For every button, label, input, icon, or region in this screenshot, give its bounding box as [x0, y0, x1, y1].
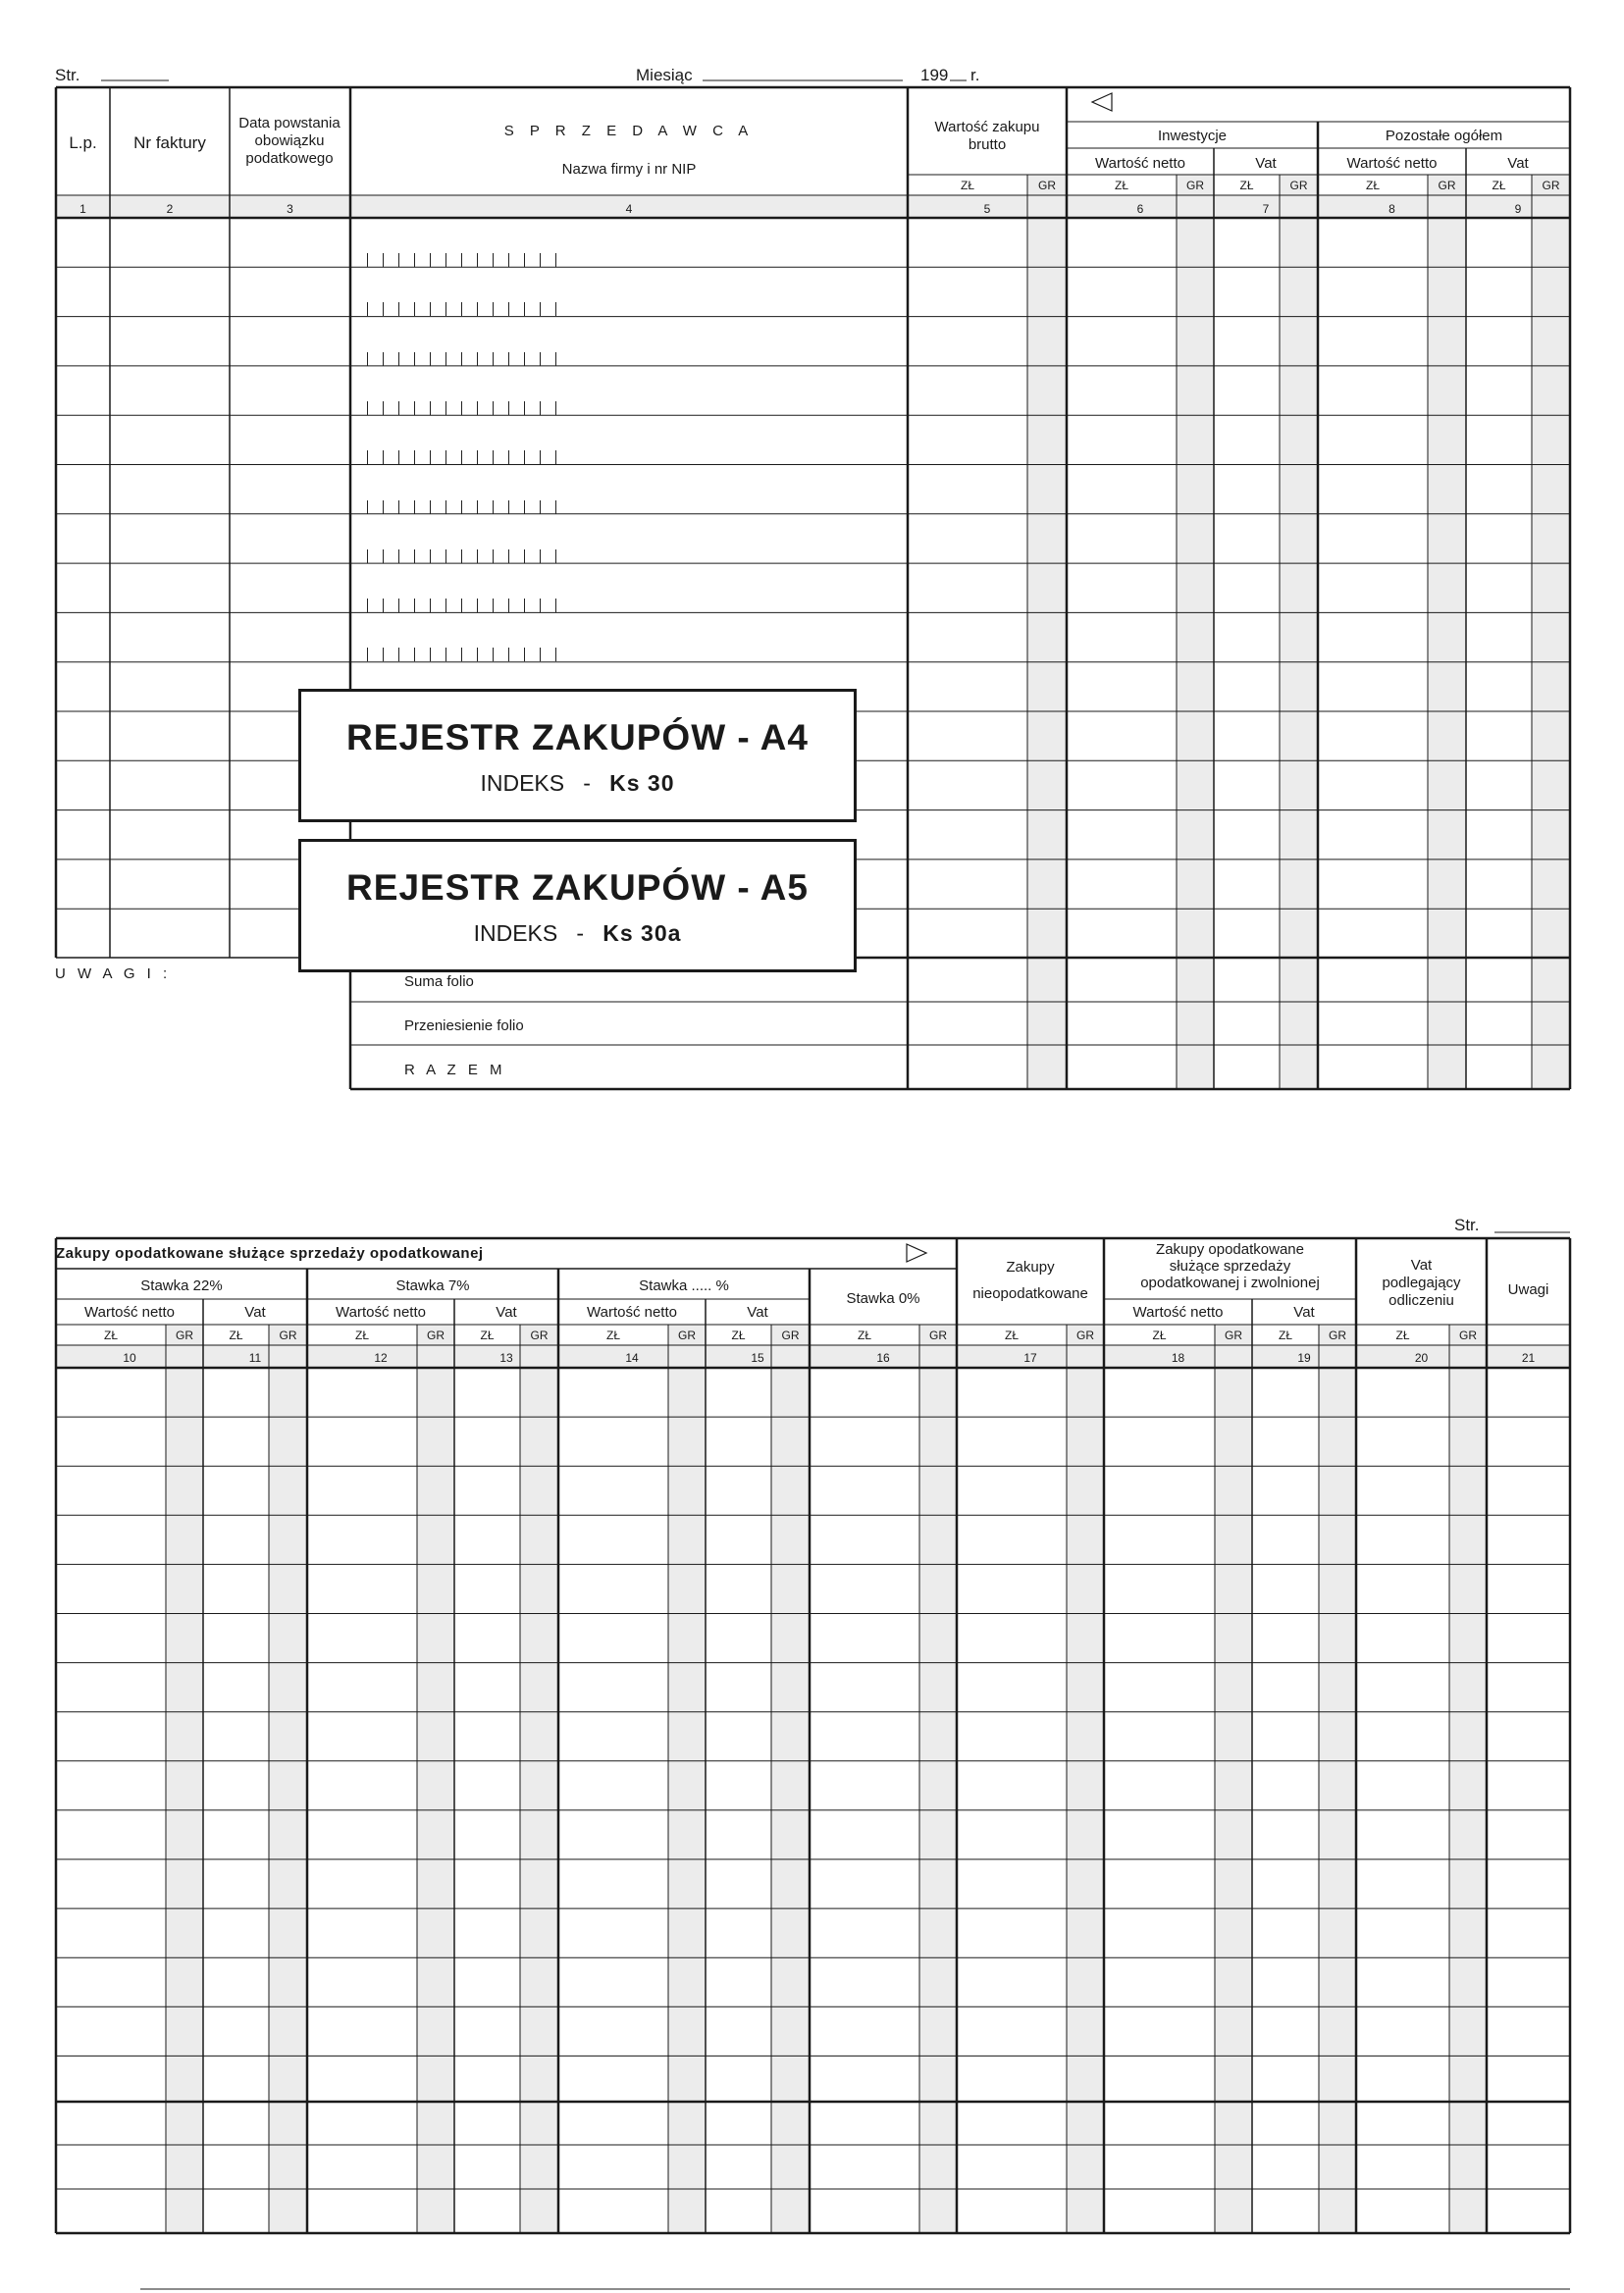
gr-label: GR	[781, 1329, 800, 1342]
gr-label: GR	[1076, 1329, 1094, 1342]
nip-tick	[367, 352, 368, 366]
top-year-suffix: r.	[970, 66, 980, 84]
nip-tick	[540, 648, 541, 661]
col-number: 20	[1414, 1351, 1429, 1365]
poz-netto-header: Wartość netto	[1346, 155, 1438, 172]
index-value: Ks 30	[609, 770, 675, 796]
zl-label: ZŁ	[960, 179, 974, 192]
nip-tick	[383, 352, 384, 366]
s7-netto: Wartość netto	[336, 1304, 426, 1321]
nip-tick	[367, 500, 368, 514]
nip-tick	[555, 253, 556, 267]
nip-tick	[367, 549, 368, 563]
inw-netto-header: Wartość netto	[1095, 155, 1185, 172]
nip-tick	[493, 599, 494, 612]
sx-netto: Wartość netto	[587, 1304, 677, 1321]
col-number: 3	[287, 202, 293, 216]
gr-label: GR	[1542, 179, 1560, 192]
nip-tick	[555, 648, 556, 661]
op-netto: Wartość netto	[1132, 1304, 1224, 1321]
nip-tick	[555, 450, 556, 464]
nip-tick	[461, 500, 462, 514]
nip-tick	[524, 302, 525, 316]
nip-tick	[430, 648, 431, 661]
nip-tick	[445, 599, 446, 612]
col-number: 19	[1297, 1351, 1311, 1365]
nip-tick	[367, 302, 368, 316]
gr-column-shade	[668, 1368, 706, 2233]
nip-tick	[493, 648, 494, 661]
zakupy-nieop-line1: Zakupy	[1006, 1259, 1055, 1276]
nip-tick	[508, 648, 509, 661]
vat-podl-line3: odliczeniu	[1388, 1292, 1454, 1309]
nip-tick	[430, 302, 431, 316]
nip-tick	[398, 599, 399, 612]
zl-label: ZŁ	[1114, 179, 1128, 192]
nip-tick	[540, 302, 541, 316]
title-a5: REJESTR ZAKUPÓW - A5	[346, 867, 809, 908]
inw-vat-header: Vat	[1255, 155, 1277, 172]
nip-tick	[367, 401, 368, 415]
nip-tick	[493, 302, 494, 316]
nip-tick	[445, 549, 446, 563]
vat-podl-line2: podlegający	[1382, 1275, 1461, 1291]
nip-tick	[493, 401, 494, 415]
nip-tick	[508, 352, 509, 366]
nip-tick	[461, 599, 462, 612]
nip-tick	[555, 401, 556, 415]
nip-tick	[367, 648, 368, 661]
nip-tick	[540, 253, 541, 267]
stawka0-header: Stawka 0%	[846, 1290, 920, 1307]
stawka7-header: Stawka 7%	[395, 1277, 470, 1294]
col-number: 9	[1514, 202, 1522, 216]
nip-tick	[430, 500, 431, 514]
index-dash: -	[583, 770, 591, 796]
gr-column-shade	[1067, 1368, 1104, 2233]
gr-label: GR	[427, 1329, 445, 1342]
col-number: 18	[1171, 1351, 1185, 1365]
nip-tick	[430, 352, 431, 366]
gr-column-shade	[520, 1368, 558, 2233]
gr-label: GR	[530, 1329, 549, 1342]
gr-label: GR	[678, 1329, 696, 1342]
col-number: 14	[625, 1351, 639, 1365]
nip-tick	[477, 500, 478, 514]
nip-tick	[477, 401, 478, 415]
nip-tick	[477, 302, 478, 316]
nip-tick	[477, 648, 478, 661]
nip-tick	[540, 500, 541, 514]
gr-column-shade	[771, 1368, 810, 2233]
col-number: 1	[79, 202, 86, 216]
section-title: Zakupy opodatkowane służące sprzedaży opodatkowanej	[56, 1245, 484, 1262]
gr-column-shade	[269, 1368, 307, 2233]
col-number: 7	[1262, 202, 1270, 216]
gr-label: GR	[929, 1329, 947, 1342]
nip-tick	[524, 549, 525, 563]
zl-label: ZŁ	[480, 1329, 495, 1342]
nip-tick	[445, 450, 446, 464]
poz-vat-header: Vat	[1507, 155, 1529, 172]
col-number: 17	[1023, 1351, 1037, 1365]
nip-tick	[445, 302, 446, 316]
nip-tick	[414, 352, 415, 366]
nip-tick	[493, 450, 494, 464]
zl-label: ZŁ	[731, 1329, 746, 1342]
nip-tick	[414, 549, 415, 563]
col-number: 11	[248, 1351, 262, 1365]
nip-tick	[430, 549, 431, 563]
col-data-line2: obowiązku	[254, 132, 325, 149]
gr-label: GR	[1038, 179, 1056, 192]
nip-tick	[540, 401, 541, 415]
gr-label: GR	[176, 1329, 193, 1342]
top-str-label: Str.	[55, 66, 80, 84]
stawka22-header: Stawka 22%	[140, 1277, 223, 1294]
nip-tick	[414, 401, 415, 415]
top-miesiac-label: Miesiąc	[636, 66, 693, 84]
bottom-str-label: Str.	[1454, 1216, 1480, 1234]
nip-tick	[430, 401, 431, 415]
nip-tick	[398, 500, 399, 514]
uwagi-label: U W A G I :	[55, 965, 172, 982]
nip-tick	[398, 549, 399, 563]
index-label: INDEKS	[480, 770, 565, 796]
zl-label: ZŁ	[1365, 179, 1380, 192]
gr-column-shade	[166, 1368, 203, 2233]
gr-label: GR	[1329, 1329, 1346, 1342]
nip-tick	[477, 352, 478, 366]
nip-tick	[414, 500, 415, 514]
title-box-a4	[298, 689, 857, 822]
zl-label: ZŁ	[229, 1329, 243, 1342]
nip-tick	[555, 549, 556, 563]
nip-tick	[414, 253, 415, 267]
nip-tick	[398, 648, 399, 661]
index-value: Ks 30a	[602, 920, 682, 946]
s22-netto: Wartość netto	[84, 1304, 175, 1321]
nip-tick	[414, 450, 415, 464]
nip-tick	[445, 352, 446, 366]
nip-tick	[524, 401, 525, 415]
zl-label: ZŁ	[857, 1329, 871, 1342]
nip-tick	[540, 450, 541, 464]
zakupy-op-line3: opodatkowanej i zwolnionej	[1140, 1275, 1320, 1291]
gr-label: GR	[1186, 179, 1204, 192]
nip-tick	[493, 253, 494, 267]
col-number: 6	[1136, 202, 1144, 216]
zl-label: ZŁ	[1395, 1329, 1410, 1342]
nip-tick	[508, 549, 509, 563]
nip-tick	[398, 401, 399, 415]
col-wartosc-line1: Wartość zakupu	[934, 119, 1040, 135]
top-year-label: 199	[920, 66, 949, 84]
nip-tick	[461, 302, 462, 316]
index-a5	[301, 920, 854, 947]
nip-tick	[555, 352, 556, 366]
vat-podl-line1: Vat	[1410, 1257, 1433, 1274]
nip-tick	[383, 401, 384, 415]
nip-tick	[383, 599, 384, 612]
op-vat: Vat	[1293, 1304, 1315, 1321]
col-number: 2	[166, 202, 174, 216]
s7-vat: Vat	[496, 1304, 517, 1321]
nip-tick	[430, 450, 431, 464]
gr-column-shade	[1319, 1368, 1356, 2233]
col-wartosc-line2: brutto	[968, 136, 1007, 153]
gr-label: GR	[1289, 179, 1308, 192]
col-sprzedawca-header: S P R Z E D A W C A	[503, 123, 755, 139]
nip-tick	[555, 302, 556, 316]
zakupy-op-line2: służące sprzedaży	[1169, 1258, 1291, 1275]
col-number: 21	[1521, 1351, 1536, 1365]
nip-tick	[540, 549, 541, 563]
col-number: 12	[374, 1351, 388, 1365]
nip-tick	[367, 253, 368, 267]
nip-tick	[461, 253, 462, 267]
col-data-line3: podatkowego	[245, 150, 334, 167]
sx-vat: Vat	[747, 1304, 768, 1321]
zl-label: ZŁ	[1239, 179, 1254, 192]
nip-tick	[524, 253, 525, 267]
title-a4: REJESTR ZAKUPÓW - A4	[346, 717, 809, 757]
nip-tick	[461, 401, 462, 415]
nip-tick	[555, 500, 556, 514]
nip-tick	[524, 599, 525, 612]
col-number: 4	[625, 202, 633, 216]
uwagi-header: Uwagi	[1507, 1281, 1549, 1298]
triangle-left-icon	[1092, 93, 1112, 111]
gr-label: GR	[1438, 179, 1456, 192]
nip-tick	[445, 500, 446, 514]
zakupy-nieop-line2: nieopodatkowane	[972, 1285, 1088, 1302]
gr-label: GR	[1225, 1329, 1242, 1342]
nip-tick	[555, 599, 556, 612]
nip-tick	[445, 401, 446, 415]
razem-label: R A Z E M	[404, 1062, 506, 1078]
nip-tick	[508, 401, 509, 415]
index-a4	[301, 770, 854, 797]
gr-column-shade	[1449, 1368, 1487, 2233]
col-inwestycje-header: Inwestycje	[1157, 128, 1228, 144]
col-pozostale-header: Pozostałe ogółem	[1385, 128, 1503, 144]
zl-label: ZŁ	[1492, 179, 1506, 192]
nip-tick	[398, 352, 399, 366]
nip-tick	[477, 253, 478, 267]
nip-tick	[524, 352, 525, 366]
col-number: 16	[876, 1351, 890, 1365]
nip-tick	[493, 549, 494, 563]
zl-label: ZŁ	[605, 1329, 620, 1342]
triangle-right-icon	[907, 1244, 926, 1262]
nip-tick	[524, 648, 525, 661]
col-sprzedawca-sub: Nazwa firmy i nr NIP	[561, 161, 697, 178]
nip-tick	[383, 648, 384, 661]
nip-tick	[414, 599, 415, 612]
nip-tick	[540, 599, 541, 612]
nip-tick	[398, 253, 399, 267]
nip-tick	[508, 500, 509, 514]
nip-tick	[461, 549, 462, 563]
stawkax-header: Stawka ..... %	[639, 1277, 729, 1294]
nip-tick	[461, 648, 462, 661]
zl-label: ZŁ	[1278, 1329, 1292, 1342]
title-box-a5	[298, 839, 857, 972]
nip-tick	[383, 549, 384, 563]
s22-vat: Vat	[244, 1304, 266, 1321]
nip-tick	[540, 352, 541, 366]
zl-label: ZŁ	[103, 1329, 118, 1342]
col-nr-faktury-header: Nr faktury	[133, 133, 206, 152]
col-number: 8	[1388, 202, 1395, 216]
nip-tick	[414, 302, 415, 316]
zl-label: ZŁ	[354, 1329, 369, 1342]
nip-tick	[445, 253, 446, 267]
gr-column-shade	[1215, 1368, 1252, 2233]
gr-column-shade	[417, 1368, 454, 2233]
col-lp-header: L.p.	[69, 133, 97, 152]
gr-label: GR	[279, 1329, 297, 1342]
zl-label: ZŁ	[1004, 1329, 1019, 1342]
nip-tick	[383, 450, 384, 464]
nip-tick	[477, 599, 478, 612]
nip-tick	[508, 599, 509, 612]
col-data-line1: Data powstania	[238, 115, 341, 131]
index-dash: -	[576, 920, 585, 946]
nip-tick	[508, 302, 509, 316]
nip-tick	[398, 302, 399, 316]
nip-tick	[493, 352, 494, 366]
nip-tick	[367, 450, 368, 464]
nip-tick	[383, 302, 384, 316]
suma-folio-label: Suma folio	[404, 973, 474, 990]
nip-tick	[383, 500, 384, 514]
nip-tick	[508, 450, 509, 464]
zl-label: ZŁ	[1152, 1329, 1167, 1342]
nip-tick	[398, 450, 399, 464]
nip-tick	[461, 450, 462, 464]
nip-tick	[367, 599, 368, 612]
nip-tick	[430, 599, 431, 612]
col-number: 10	[123, 1351, 136, 1365]
nip-tick	[508, 253, 509, 267]
nip-tick	[524, 500, 525, 514]
col-number: 15	[751, 1351, 764, 1365]
nip-tick	[477, 549, 478, 563]
index-label: INDEKS	[473, 920, 558, 946]
col-number: 13	[499, 1351, 513, 1365]
col-number: 5	[983, 202, 991, 216]
nip-tick	[430, 253, 431, 267]
nip-tick	[383, 253, 384, 267]
gr-label: GR	[1459, 1329, 1477, 1342]
przeniesienie-folio-label: Przeniesienie folio	[404, 1017, 524, 1034]
nip-tick	[477, 450, 478, 464]
nip-tick	[493, 500, 494, 514]
gr-column-shade	[919, 1368, 957, 2233]
nip-tick	[524, 450, 525, 464]
nip-tick	[414, 648, 415, 661]
zakupy-op-line1: Zakupy opodatkowane	[1156, 1241, 1304, 1258]
nip-tick	[445, 648, 446, 661]
nip-tick	[461, 352, 462, 366]
